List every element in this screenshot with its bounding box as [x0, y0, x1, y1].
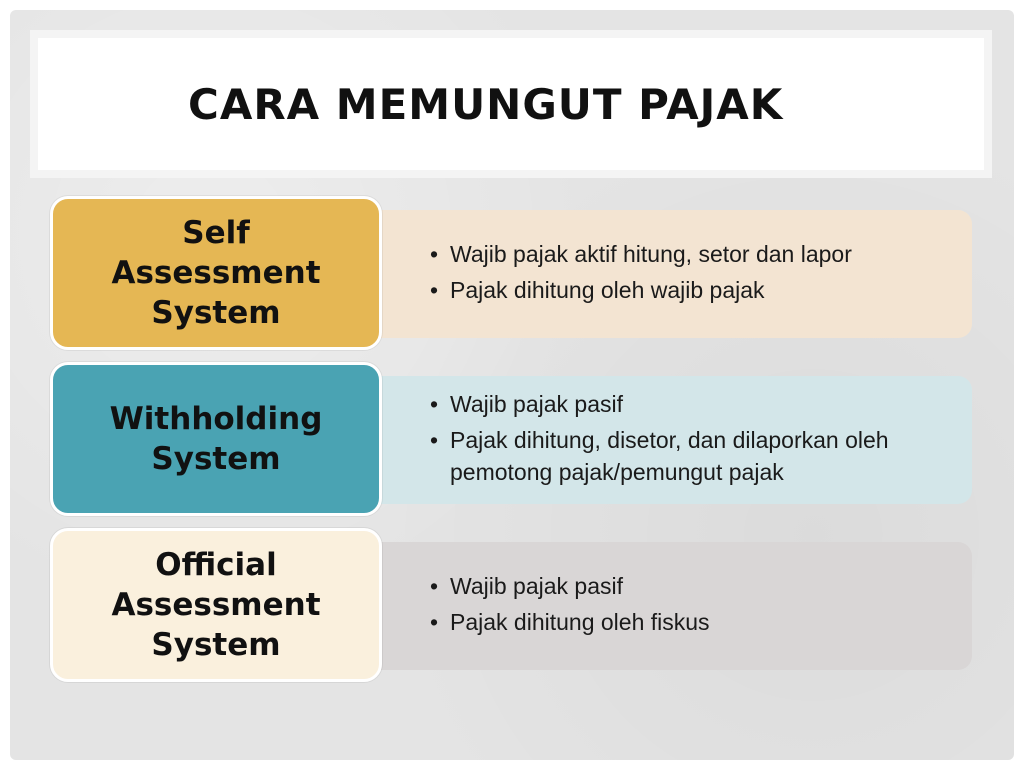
system-point: • Pajak dihitung oleh wajib pajak — [430, 274, 852, 306]
system-point: • Pajak dihitung oleh fiskus — [430, 606, 710, 638]
system-row-withholding — [50, 362, 974, 522]
system-name-line: System — [151, 441, 281, 477]
system-point: • Wajib pajak aktif hitung, setor dan lapor — [430, 238, 852, 270]
system-name-line: System — [151, 627, 281, 663]
system-description-panel — [350, 376, 972, 504]
system-name-box — [50, 362, 382, 516]
system-name-line: Self — [182, 215, 250, 251]
system-name-line: System — [151, 295, 281, 331]
slide-title: CARA MEMUNGUT PAJAK — [188, 79, 784, 129]
system-name-line: Official — [155, 547, 277, 583]
system-name-line: Assessment — [111, 587, 321, 623]
system-point: • Wajib pajak pasif — [430, 388, 972, 420]
title-panel — [38, 38, 984, 170]
system-row-official-assessment — [50, 528, 974, 688]
system-point: • Pajak dihitung, disetor, dan dilaporkan oleh pemotong pajak/pemungut pajak — [430, 424, 972, 488]
system-points-list — [430, 238, 852, 310]
title-frame — [30, 30, 992, 178]
system-name-box — [50, 196, 382, 350]
system-description-panel — [350, 210, 972, 338]
system-points-list — [430, 388, 972, 492]
system-row-self-assessment — [50, 196, 974, 356]
system-name-line: Withholding — [109, 401, 323, 437]
system-name-box — [50, 528, 382, 682]
system-description-panel — [350, 542, 972, 670]
system-points-list — [430, 570, 710, 642]
system-point: • Wajib pajak pasif — [430, 570, 710, 602]
system-name-line: Assessment — [111, 255, 321, 291]
